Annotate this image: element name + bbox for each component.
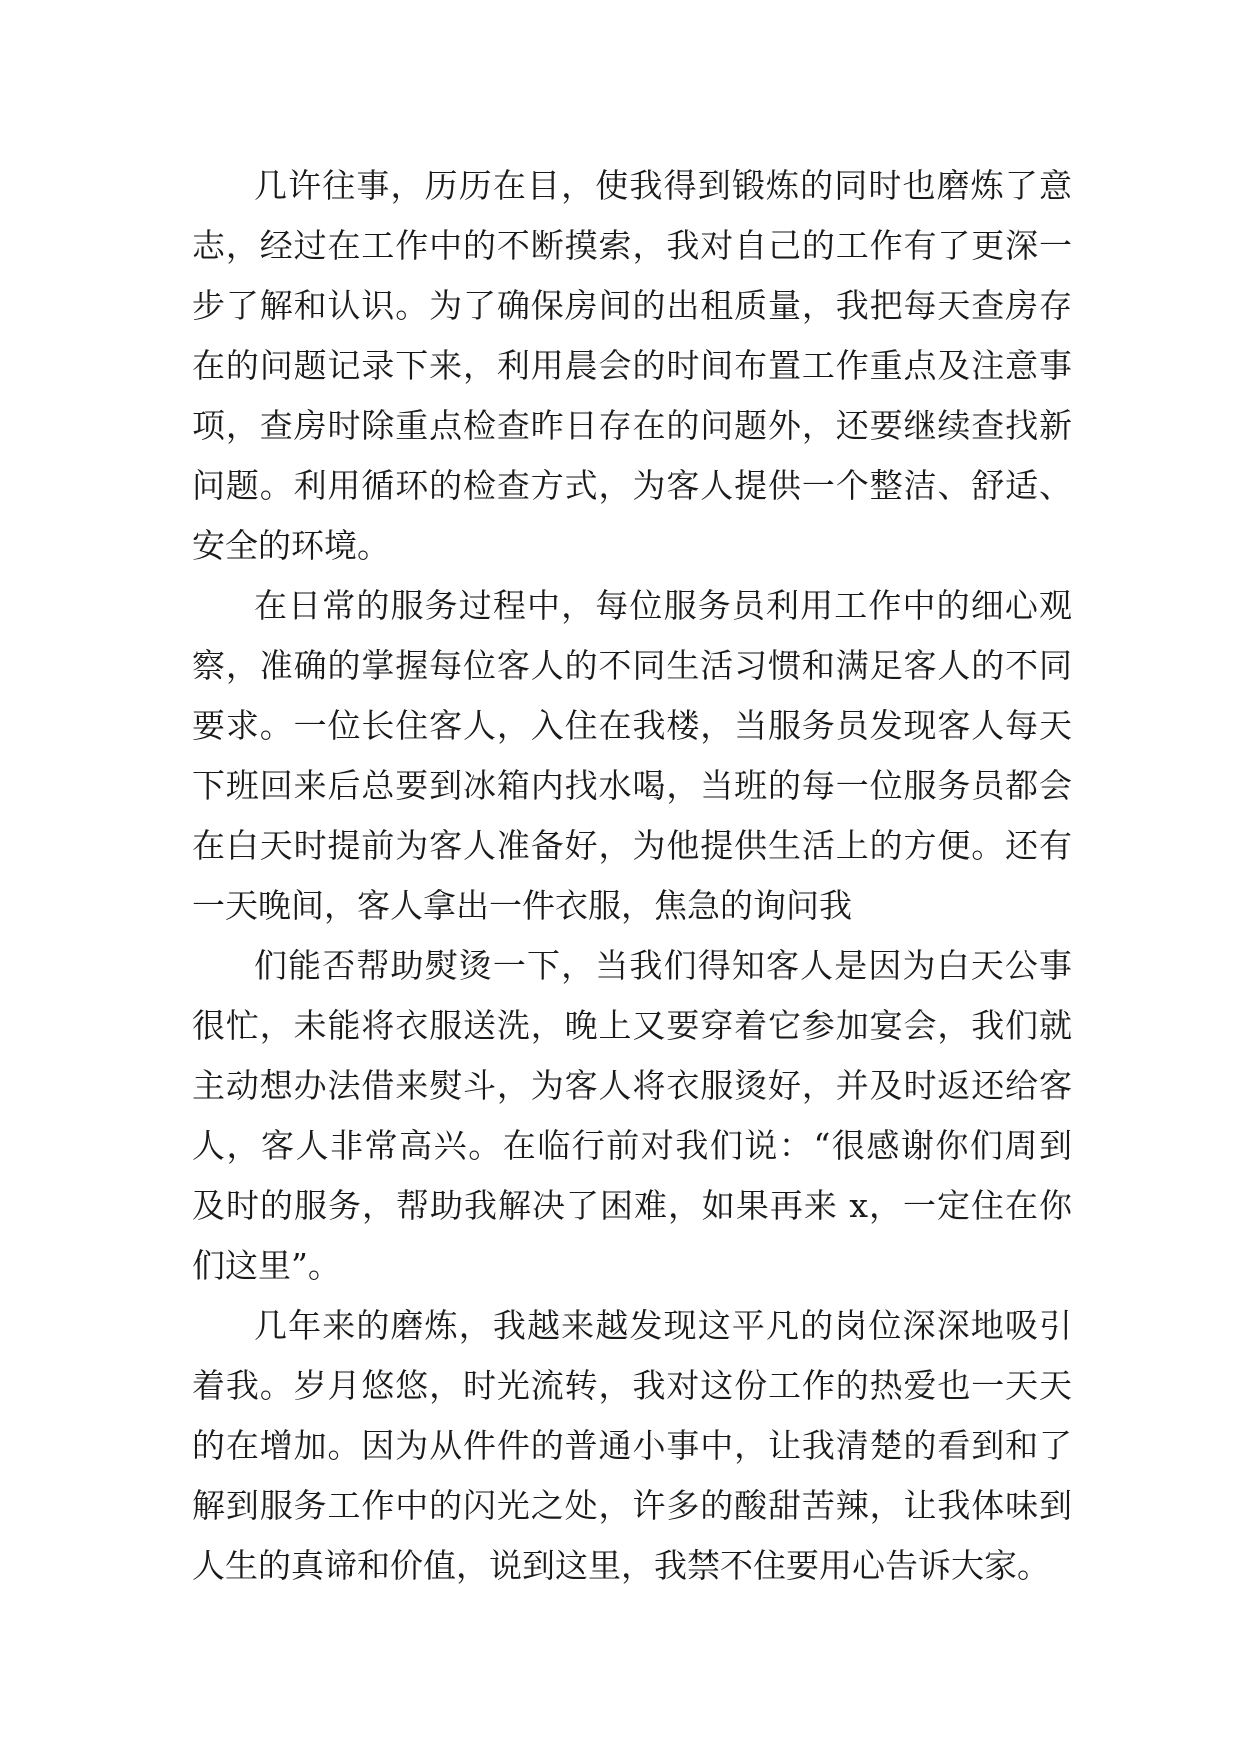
paragraph-line: 一天晚间，客人拿出一件衣服，焦急的询问我 (192, 886, 852, 925)
paragraph-line: 步了解和认识。为了确保房间的出租质量，我把每天查房存 (192, 286, 1072, 325)
paragraph-line: 几年来的磨炼，我越来越发现这平凡的岗位深深地吸引 (254, 1306, 1072, 1345)
paragraph-line: 志，经过在工作中的不断摸索，我对自己的工作有了更深一 (192, 226, 1072, 265)
paragraph-3 (192, 936, 1072, 1296)
paragraph-2 (192, 576, 1072, 936)
paragraph-line: 问题。利用循环的检查方式，为客人提供一个整洁、舒适、 (192, 466, 1072, 505)
paragraph-line: 人生的真谛和价值，说到这里，我禁不住要用心告诉大家。 (192, 1546, 1050, 1585)
paragraph-1 (192, 156, 1072, 576)
paragraph-4 (192, 1296, 1072, 1596)
paragraph-line: 们能否帮助熨烫一下，当我们得知客人是因为白天公事 (254, 946, 1072, 985)
paragraph-line: 项，查房时除重点检查昨日存在的问题外，还要继续查找新 (192, 406, 1072, 445)
paragraph-line: 人，客人非常高兴。在临行前对我们说：“很感谢你们周到 (192, 1126, 1072, 1165)
paragraph-line: 在日常的服务过程中，每位服务员利用工作中的细心观 (254, 586, 1072, 625)
paragraph-line: 在白天时提前为客人准备好，为他提供生活上的方便。还有 (192, 826, 1072, 865)
paragraph-line: 着我。岁月悠悠，时光流转，我对这份工作的热爱也一天天 (192, 1366, 1072, 1405)
paragraph-line: 下班回来后总要到冰箱内找水喝，当班的每一位服务员都会 (192, 766, 1072, 805)
document-body (192, 156, 1072, 1596)
paragraph-line: 及时的服务，帮助我解决了困难，如果再来 x，一定住在你 (192, 1186, 1072, 1225)
paragraph-line: 的在增加。因为从件件的普通小事中，让我清楚的看到和了 (192, 1426, 1072, 1465)
paragraph-line: 主动想办法借来熨斗，为客人将衣服烫好，并及时返还给客 (192, 1066, 1072, 1105)
paragraph-line: 安全的环境。 (192, 526, 390, 565)
paragraph-line: 要求。一位长住客人，入住在我楼，当服务员发现客人每天 (192, 706, 1072, 745)
paragraph-line: 几许往事，历历在目，使我得到锻炼的同时也磨炼了意 (254, 166, 1072, 205)
paragraph-line: 察，准确的掌握每位客人的不同生活习惯和满足客人的不同 (192, 646, 1072, 685)
paragraph-line: 们这里”。 (192, 1246, 341, 1285)
paragraph-line: 在的问题记录下来，利用晨会的时间布置工作重点及注意事 (192, 346, 1072, 385)
paragraph-line: 很忙，未能将衣服送洗，晚上又要穿着它参加宴会，我们就 (192, 1006, 1072, 1045)
paragraph-line: 解到服务工作中的闪光之处，许多的酸甜苦辣，让我体味到 (192, 1486, 1072, 1525)
